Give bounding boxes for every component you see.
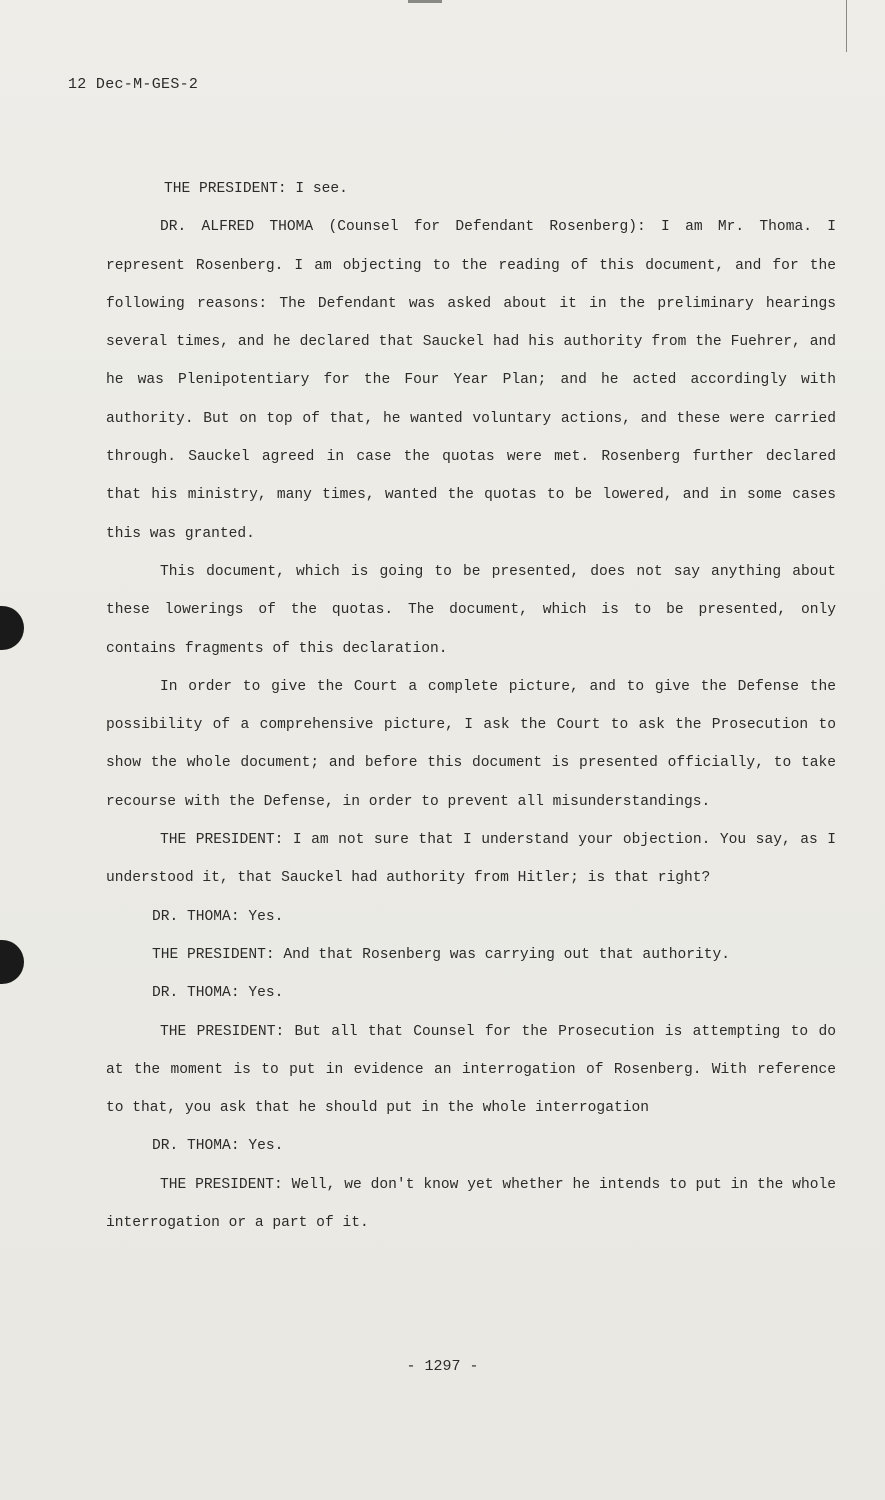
speaker-line: DR. THOMA: Yes. — [152, 985, 284, 1002]
paragraph: In order to give the Court a complete picture, and to give the Defense the possibility of a comprehensive picture, I ask the Court to ask the Prosecution to show the whole document; and before this document is presented officially, to take recourse with the Defense, in order to prevent all misunderstandings. — [106, 678, 836, 810]
paragraph: THE PRESIDENT: Well, we don't know yet whether he intends to put in the whole interrogation or a part of it. — [106, 1176, 836, 1232]
paragraph: DR. ALFRED THOMA (Counsel for Defendant Rosenberg): I am Mr. Thoma. I represent Rosenberg. I am objecting to the reading of this document, and for the following reasons: The Defendant was asked about it in the preliminary hearings several times, and he declared that Sauckel had his authority from the Fuehrer, and he was Plenipotentiary for the Four Year Plan; and he acted accordingly with authority. But on top of that, he wanted voluntary actions, and these were carried through. Sauckel agreed in case the quotas were met. Rosenberg further declared that his ministry, many times, wanted the quotas to be lowered, and in some cases this was granted. — [106, 219, 836, 542]
paragraph: This document, which is going to be presented, does not say anything about these lowerings of the quotas. The document, which is to be presented, only contains fragments of this declaration. — [106, 563, 836, 657]
punch-hole-lower — [0, 940, 24, 984]
paragraph: THE PRESIDENT: I am not sure that I understand your objection. You say, as I understood it, that Sauckel had authority from Hitler; is that right? — [106, 832, 836, 887]
speaker-line: THE PRESIDENT: I see. — [164, 181, 348, 197]
document-header-id: 12 Dec-M-GES-2 — [68, 76, 199, 93]
transcript-body — [106, 170, 836, 1242]
speaker-line: DR. THOMA: Yes. — [152, 908, 284, 925]
right-edge-mark — [846, 0, 847, 52]
page-number: - 1297 - — [406, 1358, 479, 1375]
punch-hole-upper — [0, 606, 24, 650]
speaker-line: THE PRESIDENT: And that Rosenberg was carrying out that authority. — [152, 946, 731, 963]
top-edge-mark — [408, 0, 442, 3]
paragraph: THE PRESIDENT: But all that Counsel for the Prosecution is attempting to do at the moment is to put in evidence an interrogation of Rosenberg. With reference to that, you ask that he should put in the whole interrogation — [106, 1023, 836, 1117]
speaker-line: DR. THOMA: Yes. — [152, 1138, 284, 1155]
